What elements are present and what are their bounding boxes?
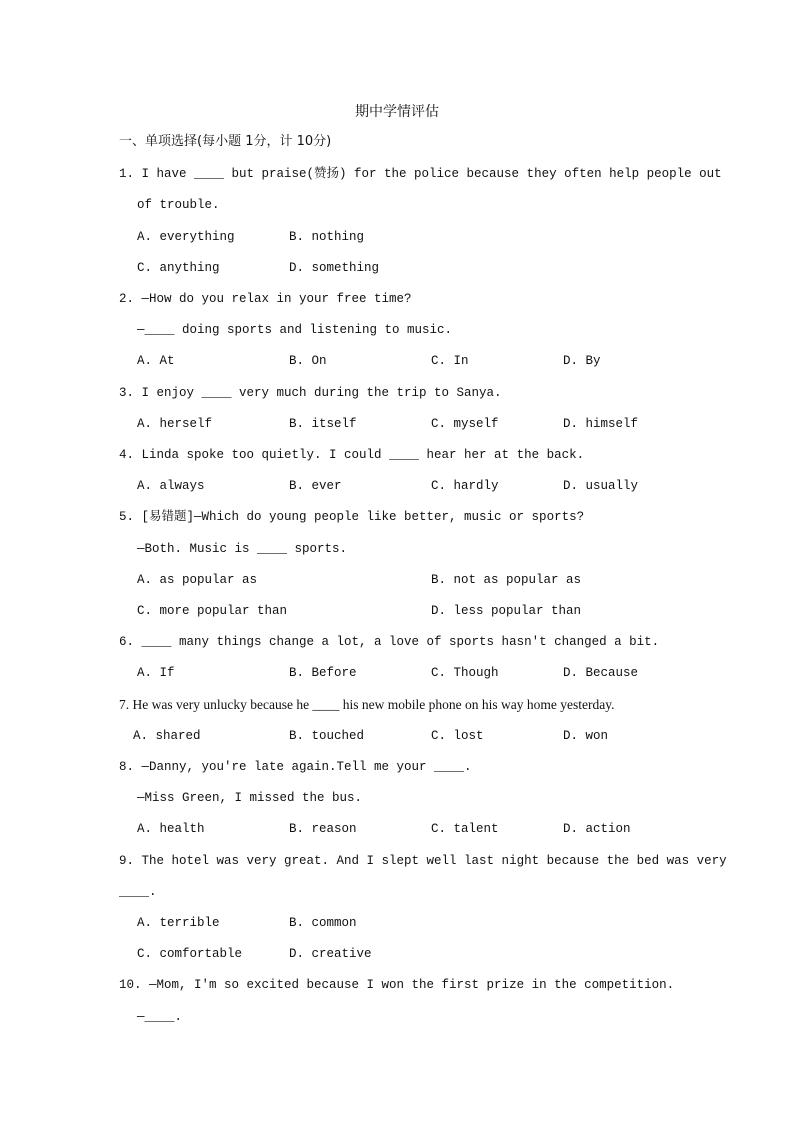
question-7-option-a: A. shared (133, 729, 201, 743)
question-1-stem-cont: of trouble. (137, 198, 220, 212)
question-3-option-c: C. myself (431, 417, 499, 431)
question-8-option-b: B. reason (289, 822, 357, 836)
question-1-option-d: D. something (289, 261, 380, 275)
question-5-stem: 5. [易错题]—Which do young people like better, music or sports? (119, 510, 585, 524)
question-8-option-d: D. action (563, 822, 631, 836)
question-9-option-b: B. common (289, 916, 357, 930)
question-1-option-b: B. nothing (289, 230, 365, 244)
question-3-option-b: B. itself (289, 417, 357, 431)
question-8-option-a: A. health (137, 822, 205, 836)
question-4-option-d: D. usually (563, 479, 639, 493)
question-7-option-b: B. touched (289, 729, 365, 743)
question-5-stem-cont: —Both. Music is ____ sports. (137, 542, 348, 556)
question-5-option-a: A. as popular as (137, 573, 258, 587)
question-10-stem: 10. —Mom, I'm so excited because I won the first prize in the competition. (119, 978, 675, 992)
question-9-option-a: A. terrible (137, 916, 220, 930)
question-4-option-c: C. hardly (431, 479, 499, 493)
question-7-option-c: C. lost (431, 729, 484, 743)
question-9-stem-cont: ____. (119, 885, 157, 899)
question-5-option-c: C. more popular than (137, 604, 288, 618)
question-2-stem-cont: —____ doing sports and listening to music. (137, 323, 453, 337)
question-6-option-b: B. Before (289, 666, 357, 680)
question-6-option-d: D. Because (563, 666, 639, 680)
question-3-stem: 3. I enjoy ____ very much during the trip to Sanya. (119, 386, 502, 400)
question-1-stem: 1. I have ____ but praise(赞扬) for the police because they often help people out (119, 167, 722, 181)
question-4-option-b: B. ever (289, 479, 342, 493)
question-8-option-c: C. talent (431, 822, 499, 836)
question-7-option-d: D. won (563, 729, 609, 743)
question-6-stem: 6. ____ many things change a lot, a love of sports hasn't changed a bit. (119, 635, 660, 649)
question-2-option-a: A. At (137, 354, 175, 368)
question-8-stem: 8. —Danny, you're late again.Tell me your ____. (119, 760, 472, 774)
question-9-option-d: D. creative (289, 947, 372, 961)
question-1-option-a: A. everything (137, 230, 235, 244)
question-4-option-a: A. always (137, 479, 205, 493)
page-title: 期中学情评估 (355, 104, 439, 120)
question-9-option-c: C. comfortable (137, 947, 243, 961)
question-8-stem-cont: —Miss Green, I missed the bus. (137, 791, 363, 805)
question-3-option-a: A. herself (137, 417, 213, 431)
question-2-option-b: B. On (289, 354, 327, 368)
question-5-option-d: D. less popular than (431, 604, 582, 618)
question-2-option-c: C. In (431, 354, 469, 368)
question-4-stem: 4. Linda spoke too quietly. I could ____ hear her at the back. (119, 448, 585, 462)
question-9-stem: 9. The hotel was very great. And I slept well last night because the bed was very (119, 854, 727, 868)
question-1-option-c: C. anything (137, 261, 220, 275)
question-5-option-b: B. not as popular as (431, 573, 582, 587)
question-2-option-d: D. By (563, 354, 601, 368)
question-2-stem: 2. —How do you relax in your free time? (119, 292, 412, 306)
question-6-option-c: C. Though (431, 666, 499, 680)
question-3-option-d: D. himself (563, 417, 639, 431)
section-heading: 一、单项选择(每小题 1分，计 10分) (119, 134, 332, 149)
question-6-option-a: A. If (137, 666, 175, 680)
question-7-stem: 7. He was very unlucky because he ____ his new mobile phone on his way home yesterday. (119, 697, 615, 712)
question-10-stem-cont: —____. (137, 1010, 183, 1024)
